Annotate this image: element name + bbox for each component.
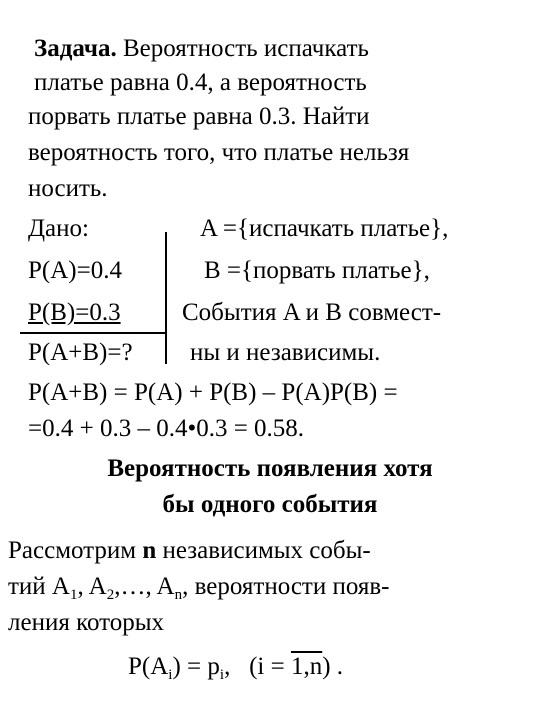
para-text-1b: независимых собы- bbox=[156, 537, 371, 564]
bf-d: ) . bbox=[322, 653, 344, 680]
para-sub-1: 1 bbox=[70, 587, 78, 603]
task-text-1: Вероятность испачкать bbox=[122, 35, 369, 62]
bf-range: 1,n bbox=[290, 653, 323, 680]
para-n: n bbox=[142, 537, 157, 564]
para-line-2 bbox=[8, 572, 390, 605]
bf-b: ) = p bbox=[172, 653, 220, 680]
given-label: Дано: bbox=[28, 215, 89, 242]
bf-sub-i2: i bbox=[219, 667, 225, 683]
event-a: A ={испачкать платье}, bbox=[200, 215, 449, 242]
para-sub-2: 2 bbox=[106, 587, 115, 603]
task-line-4: вероятность того, что платье нельзя bbox=[28, 139, 410, 166]
section-heading-2: бы одного события bbox=[162, 491, 378, 518]
task-label: Задача. bbox=[34, 35, 117, 62]
formula-line-1: P(A+B) = P(A) + P(B) – P(A)P(B) = bbox=[28, 379, 398, 406]
para-text-2a: тий A bbox=[8, 573, 70, 600]
given-find: P(A+B)=? bbox=[28, 339, 133, 366]
events-note-2: ны и независимы. bbox=[190, 339, 381, 366]
bf-sub-i: i bbox=[168, 667, 173, 683]
given-pb: P(B)=0.3 bbox=[28, 299, 121, 326]
given-divider-horizontal bbox=[20, 332, 165, 334]
bf-a: P(A bbox=[128, 653, 169, 680]
section-heading-1: Вероятность появления хотя bbox=[107, 455, 433, 482]
para-line-3: ления которых bbox=[8, 609, 165, 636]
task-line-2: платье равна 0.4, а вероятность bbox=[34, 69, 367, 96]
bf-c: , (i = bbox=[224, 653, 291, 680]
para-sub-n: n bbox=[174, 587, 183, 603]
formula-line-2: =0.4 + 0.3 – 0.4•0.3 = 0.58. bbox=[28, 415, 305, 442]
given-divider-vertical bbox=[165, 232, 167, 364]
task-line-5: носить. bbox=[28, 175, 108, 202]
para-text-2d: , вероятности появ- bbox=[182, 573, 390, 600]
event-b: B ={порвать платье}, bbox=[204, 257, 430, 284]
para-line-1 bbox=[8, 536, 371, 566]
bottom-formula bbox=[128, 652, 343, 685]
events-note-1: События A и B совмест- bbox=[182, 299, 442, 326]
para-text-2b: , A bbox=[77, 573, 107, 600]
task-line-3: порвать платье равна 0.3. Найти bbox=[28, 103, 370, 130]
para-text-1a: Рассмотрим bbox=[8, 537, 143, 564]
task-line-1 bbox=[34, 34, 369, 64]
given-pa: P(A)=0.4 bbox=[28, 257, 122, 284]
para-text-2c: ,…, A bbox=[114, 573, 175, 600]
